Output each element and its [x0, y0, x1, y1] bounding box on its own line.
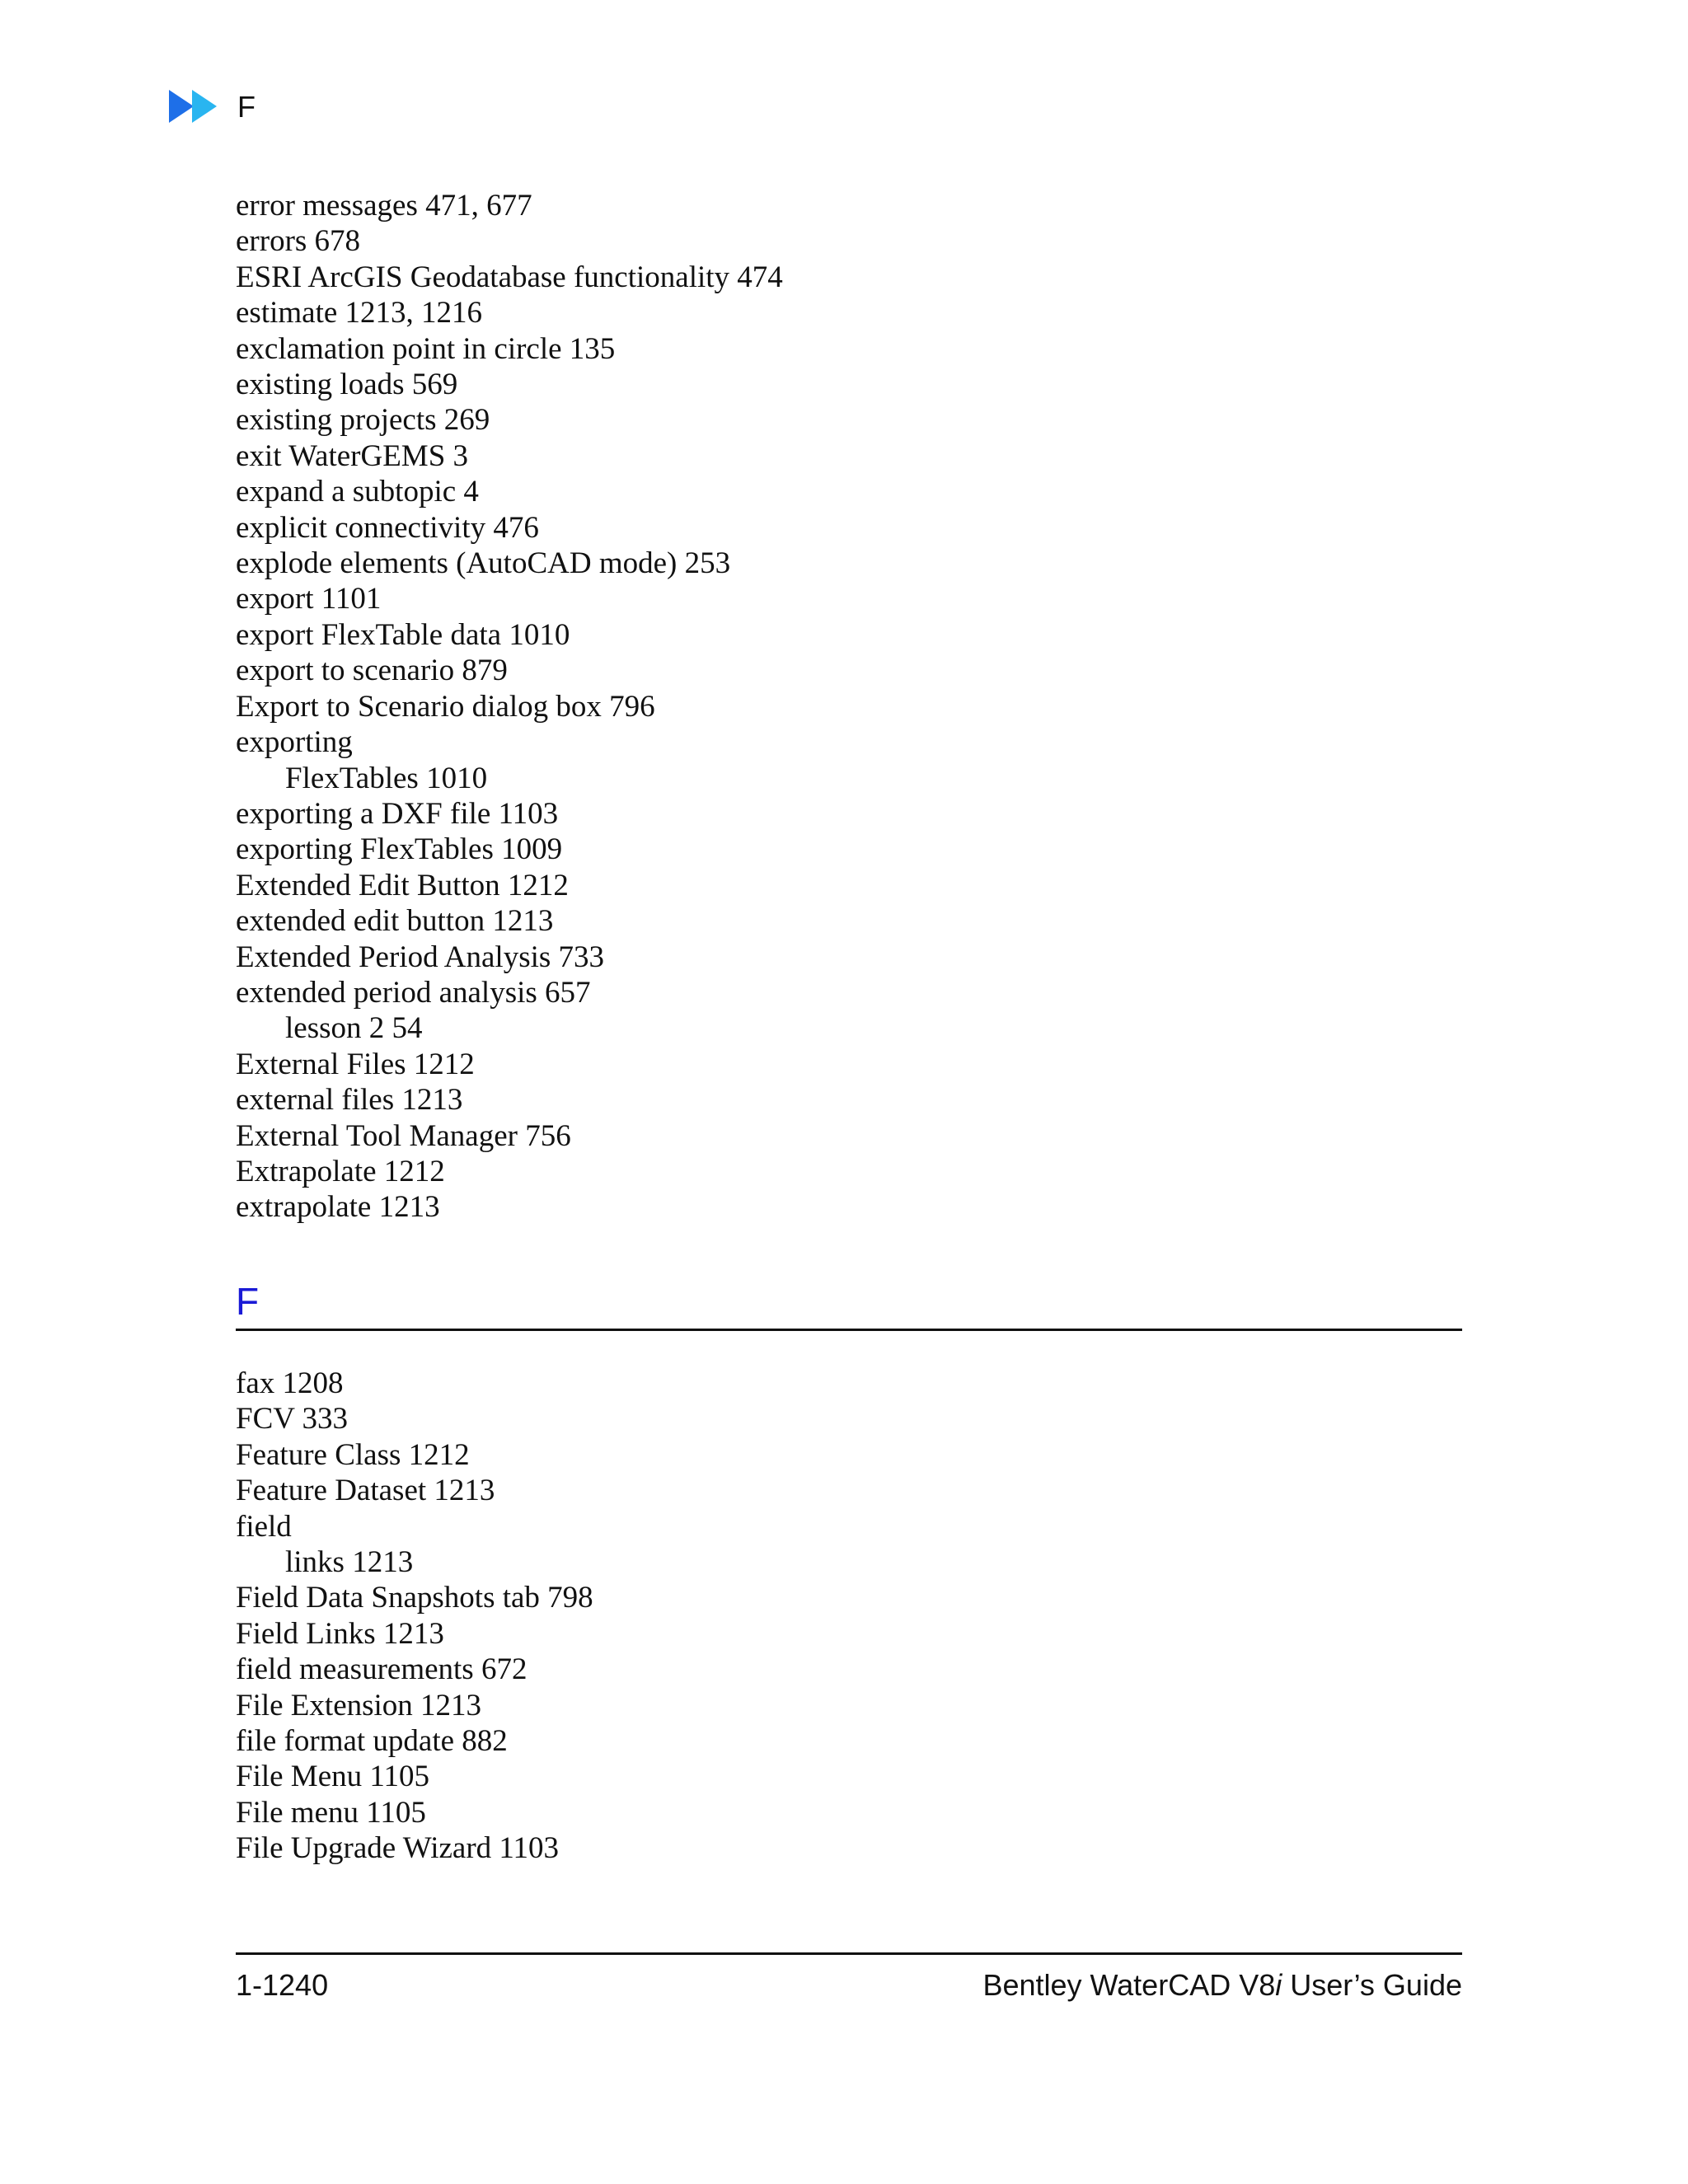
index-entry: ESRI ArcGIS Geodatabase functionality 474 [236, 260, 783, 294]
index-entry: Field Data Snapshots tab 798 [236, 1581, 593, 1615]
index-entry: Extended Edit Button 1212 [236, 868, 569, 902]
index-entry: Field Links 1213 [236, 1616, 444, 1651]
index-entry: Extrapolate 1212 [236, 1154, 445, 1188]
index-entry: File Extension 1213 [236, 1688, 482, 1722]
section-divider [236, 1329, 1462, 1331]
guide-title-prefix: Bentley WaterCAD V8 [982, 1968, 1276, 2002]
index-subentry: lesson 2 54 [285, 1011, 423, 1046]
index-entry: exclamation point in circle 135 [236, 331, 616, 366]
index-entry: Feature Dataset 1213 [236, 1474, 495, 1508]
index-entry: export FlexTable data 1010 [236, 617, 570, 652]
index-entry: field [236, 1509, 292, 1544]
index-entry: exporting [236, 725, 353, 760]
index-entry: File Upgrade Wizard 1103 [236, 1831, 560, 1866]
index-entry: extrapolate 1213 [236, 1190, 440, 1225]
section-heading-f: F [236, 1280, 260, 1323]
double-chevron-right-icon [169, 88, 222, 129]
index-entry: File menu 1105 [236, 1795, 426, 1830]
index-entry: File Menu 1105 [236, 1760, 430, 1794]
index-entry: extended edit button 1213 [236, 904, 554, 939]
index-entry: extended period analysis 657 [236, 975, 591, 1010]
index-entry: expand a subtopic 4 [236, 475, 479, 509]
index-entry: External Tool Manager 756 [236, 1118, 571, 1153]
index-entry: file format update 882 [236, 1724, 508, 1759]
index-entry: exporting FlexTables 1009 [236, 832, 563, 867]
footer-divider [236, 1952, 1462, 1955]
index-entry: exit WaterGEMS 3 [236, 438, 469, 473]
index-entry: field measurements 672 [236, 1652, 528, 1687]
index-entry: explode elements (AutoCAD mode) 253 [236, 546, 731, 581]
index-list-f [236, 1366, 1472, 1867]
guide-title [982, 1968, 1462, 2003]
guide-title-suffix: User’s Guide [1282, 1968, 1462, 2002]
index-entry: errors 678 [236, 224, 361, 259]
index-entry: export 1101 [236, 582, 382, 616]
index-subentry: links 1213 [285, 1545, 414, 1580]
index-entry: Feature Class 1212 [236, 1437, 470, 1472]
index-subentry: FlexTables 1010 [285, 761, 488, 795]
index-entry: export to scenario 879 [236, 654, 508, 688]
index-entry: FCV 333 [236, 1402, 349, 1436]
index-entry: external files 1213 [236, 1083, 463, 1118]
guide-title-italic: i [1275, 1968, 1282, 2002]
index-entry: exporting a DXF file 1103 [236, 796, 559, 831]
index-entry: existing projects 269 [236, 403, 490, 438]
index-entry: Export to Scenario dialog box 796 [236, 689, 655, 724]
index-entry: Extended Period Analysis 733 [236, 940, 605, 974]
header-section-letter: F [237, 90, 256, 124]
index-entry: error messages 471, 677 [236, 189, 532, 223]
page-number: 1-1240 [236, 1968, 329, 2002]
index-entry: estimate 1213, 1216 [236, 296, 483, 330]
index-entry: External Files 1212 [236, 1047, 475, 1081]
index-list-e [236, 188, 1472, 1226]
index-entry: existing loads 569 [236, 368, 458, 402]
index-entry: fax 1208 [236, 1366, 344, 1400]
index-entry: explicit connectivity 476 [236, 510, 539, 545]
